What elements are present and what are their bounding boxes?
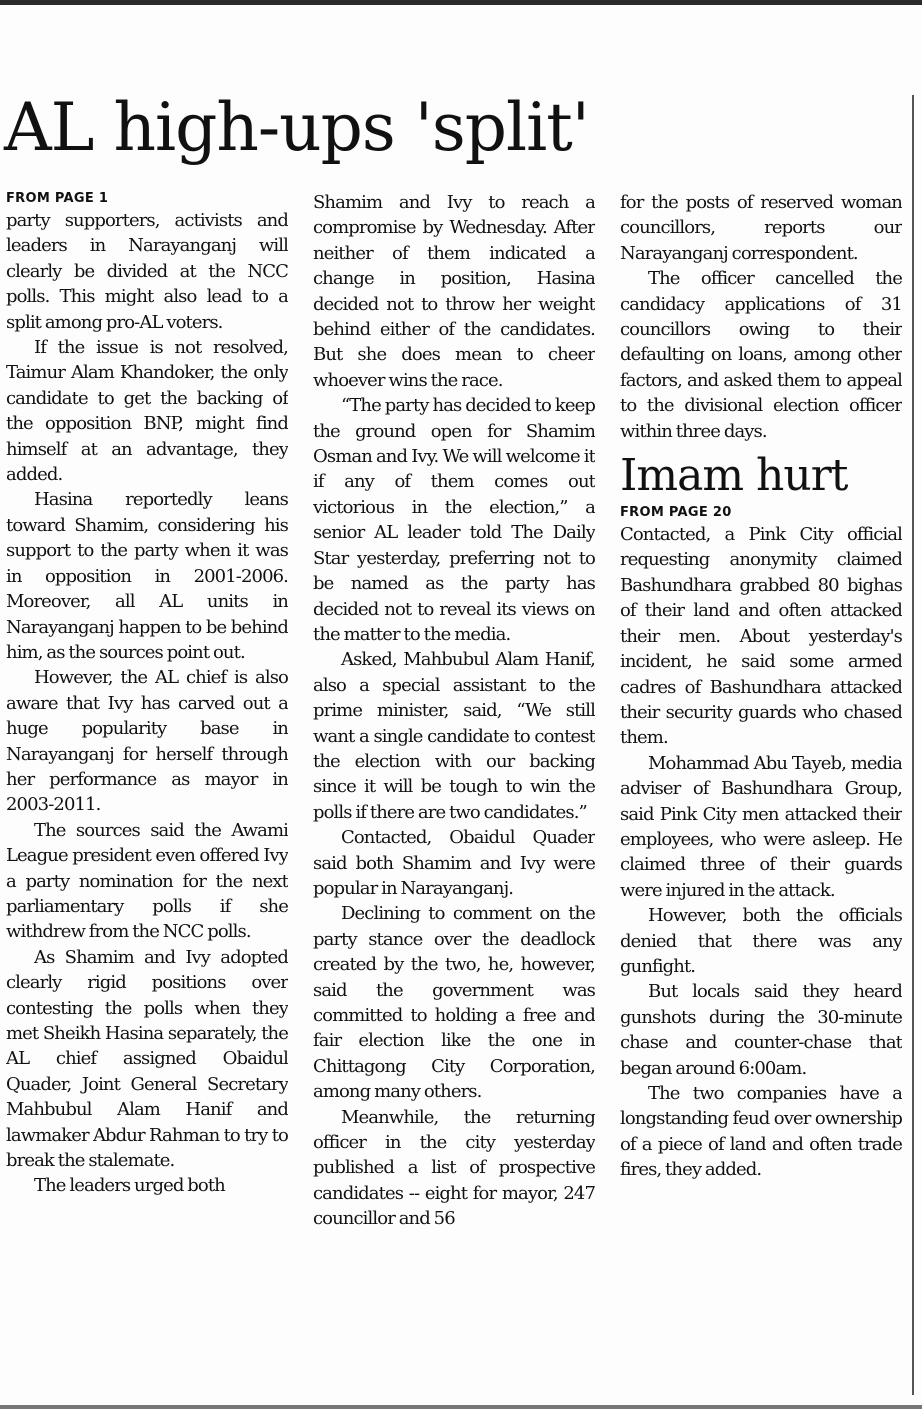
column-3 xyxy=(620,190,902,1400)
headline: AL high-ups 'split' xyxy=(4,89,589,166)
paragraph: Declining to comment on the party stance over the deadlock created by the two, he, however, said the government was committed to holding a free and fair election like the one in Chittagong City Corporation, among many others. xyxy=(313,903,595,1103)
paragraph: The two companies have a longstanding feud over ownership of a piece of land and often trade fires, they added. xyxy=(620,1083,902,1181)
bottom-rule xyxy=(0,1405,922,1409)
paragraph: However, both the officials denied that there was any gunfight. xyxy=(620,905,902,977)
paragraph: Contacted, a Pink City official requesting anonymity claimed Bashundhara grabbed 80 bighas of their land and often attacked their men. About yesterday's incident, he said some armed cadres of Bashundhara attacked their security guards who chased them. xyxy=(620,524,902,749)
paragraph: Hasina reportedly leans toward Shamim, considering his support to the party when it was in opposition in 2001-2006. Moreover, all AL units in Narayanganj happen to be behind him, as the sources point out. xyxy=(6,489,288,663)
paragraph: However, the AL chief is also aware that Ivy has carved out a huge popularity base in Narayanganj for herself through her performance as mayor in 2003-2011. xyxy=(6,667,288,816)
paragraph: Meanwhile, the returning officer in the city yesterday published a list of prospective candidates -- eight for mayor, 247 councillor and 56 xyxy=(313,1106,595,1230)
paragraph: The leaders urged both xyxy=(34,1175,225,1197)
paragraph: “The party has decided to keep the ground open for Shamim Osman and Ivy. We will welcome it if any of them comes out victorious in the election,” a senior AL leader told The Daily Star yesterday, preferring not to be named as the party has decided not to reveal its views on the matter to the media. xyxy=(313,395,595,645)
column-1 xyxy=(6,190,288,1400)
paragraph: The sources said the Awami League president even offered Ivy a party nomination for the next parliamentary polls if she withdrew from the NCC polls. xyxy=(6,819,288,943)
paragraph: for the posts of reserved woman councillors, reports our Narayanganj correspondent. xyxy=(620,192,902,264)
column-2 xyxy=(313,190,595,1400)
second-headline: Imam hurt xyxy=(620,450,848,502)
paragraph: Mohammad Abu Tayeb, media adviser of Bashundhara Group, said Pink City men attacked their employees, who were asleep. He claimed three of their guards were injured in the attack. xyxy=(620,752,902,901)
paragraph: As Shamim and Ivy adopted clearly rigid positions over contesting the polls when they met Sheikh Hasina separately, the AL chief assigned Obaidul Quader, Joint General Secretary Mahbubul Alam Hanif and lawmaker Abdur Rahman to try to break the stalemate. xyxy=(6,946,288,1172)
paragraph: But locals said they heard gunshots during the 30-minute chase and counter-chase that began around 6:00am. xyxy=(620,981,902,1079)
jump-label: FROM PAGE 20 xyxy=(620,505,732,521)
paragraph: Contacted, Obaidul Quader said both Shamim and Ivy were popular in Narayanganj. xyxy=(313,827,595,899)
paragraph: Shamim and Ivy to reach a compromise by Wednesday. After neither of them indicated a change in position, Hasina decided not to throw her weight behind either of the candidates. But she does mean to cheer whoever wins the race. xyxy=(313,192,595,391)
paragraph: If the issue is not resolved, Taimur Alam Khandoker, the only candidate to get the backing of the opposition BNP, might find himself at an advantage, they added. xyxy=(6,337,288,486)
column-rule xyxy=(912,95,914,1395)
top-rule xyxy=(0,0,922,5)
jump-label: FROM PAGE 1 xyxy=(6,191,109,206)
paragraph: Asked, Mahbubul Alam Hanif, also a special assistant to the prime minister, said, “We still want a single candidate to contest the election with our backing since it will be tough to win the polls if there are two candidates.” xyxy=(313,649,595,823)
paragraph: party supporters, activists and leaders in Narayanganj will clearly be divided at the NCC polls. This might also lead to a split among pro-AL voters. xyxy=(6,210,288,333)
paragraph: The officer cancelled the candidacy applications of 31 councillors owing to their defaulting on loans, among other factors, and asked them to appeal to the divisional election officer within three days. xyxy=(620,268,902,442)
